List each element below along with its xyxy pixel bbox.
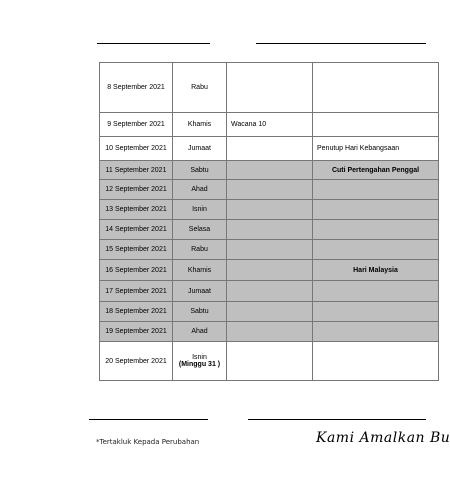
date-cell: 20 September 2021: [100, 342, 173, 381]
day-label: Khamis: [187, 266, 212, 274]
week-label: (Minggu 31 ): [178, 361, 221, 368]
activity-cell: [227, 180, 313, 200]
bottom-rule-gap: [208, 419, 248, 420]
note-cell: [313, 220, 439, 240]
date-cell: 17 September 2021: [100, 281, 173, 302]
top-rule: [97, 43, 426, 44]
activity-cell: [227, 200, 313, 220]
table-row: [100, 180, 439, 200]
activity-cell: [227, 281, 313, 302]
table-row: [100, 137, 439, 161]
day-label: Rabu: [191, 246, 208, 253]
note-cell: [313, 63, 439, 113]
activity-cell: [227, 137, 313, 161]
day-cell: [173, 161, 227, 180]
activity-cell: [227, 161, 313, 180]
activity-cell: [227, 240, 313, 260]
activity-cell: [227, 63, 313, 113]
note-cell: [313, 240, 439, 260]
date-cell: 11 September 2021: [100, 161, 173, 180]
date-cell: 10 September 2021: [100, 137, 173, 161]
note-cell: [313, 200, 439, 220]
day-cell: [173, 63, 227, 113]
day-cell: [173, 342, 227, 381]
day-label: Isnin: [192, 354, 207, 361]
calendar-body: [100, 63, 439, 381]
table-row: [100, 220, 439, 240]
date-cell: 12 September 2021: [100, 180, 173, 200]
date-cell: 18 September 2021: [100, 302, 173, 322]
note-cell: [313, 281, 439, 302]
table-row: [100, 260, 439, 281]
day-label: Sabtu: [190, 166, 209, 174]
day-cell: [173, 302, 227, 322]
date-cell: 8 September 2021: [100, 63, 173, 113]
note-cell: [313, 342, 439, 381]
activity-cell: [227, 342, 313, 381]
footer-note: *Tertakluk Kepada Perubahan: [96, 438, 200, 446]
table-row: [100, 342, 439, 381]
day-cell: [173, 180, 227, 200]
day-cell: [173, 322, 227, 342]
table-row: [100, 113, 439, 137]
day-cell: [173, 281, 227, 302]
calendar-table: [99, 62, 439, 381]
day-label: Ahad: [191, 186, 208, 193]
table-row: [100, 302, 439, 322]
day-cell: [173, 220, 227, 240]
table-row: [100, 281, 439, 302]
activity-cell: [227, 220, 313, 240]
date-cell: 9 September 2021: [100, 113, 173, 137]
table-row: [100, 322, 439, 342]
day-label: Khamis: [187, 121, 212, 128]
activity-cell: [227, 322, 313, 342]
day-cell: [173, 113, 227, 137]
day-label: Jumaat: [188, 145, 211, 152]
activity-cell: [227, 260, 313, 281]
day-cell: [173, 240, 227, 260]
note-cell: [313, 322, 439, 342]
day-label: Jumaat: [188, 287, 211, 295]
note-cell: Penutup Hari Kebangsaan: [313, 137, 439, 161]
note-cell: Hari Malaysia: [313, 260, 439, 281]
day-label: Rabu: [191, 84, 208, 91]
day-cell: [173, 200, 227, 220]
day-label: Sabtu: [190, 308, 209, 315]
table-row: [100, 240, 439, 260]
top-rule-gap: [210, 43, 256, 44]
date-cell: 15 September 2021: [100, 240, 173, 260]
day-cell: [173, 137, 227, 161]
date-cell: 16 September 2021: [100, 260, 173, 281]
note-cell: Cuti Pertengahan Penggal: [313, 161, 439, 180]
activity-cell: [227, 302, 313, 322]
footer-motto: Kami Amalkan Bu: [316, 430, 450, 446]
date-cell: 13 September 2021: [100, 200, 173, 220]
bottom-rule: [89, 419, 426, 420]
table-row: [100, 161, 439, 180]
note-cell: [313, 113, 439, 137]
day-label: Isnin: [192, 206, 207, 213]
note-cell: [313, 180, 439, 200]
day-label: Selasa: [188, 226, 211, 233]
table-row: [100, 63, 439, 113]
date-cell: 19 September 2021: [100, 322, 173, 342]
day-label: Ahad: [191, 328, 208, 335]
note-cell: [313, 302, 439, 322]
activity-cell: Wacana 10: [227, 113, 313, 137]
table-row: [100, 200, 439, 220]
day-cell: [173, 260, 227, 281]
date-cell: 14 September 2021: [100, 220, 173, 240]
